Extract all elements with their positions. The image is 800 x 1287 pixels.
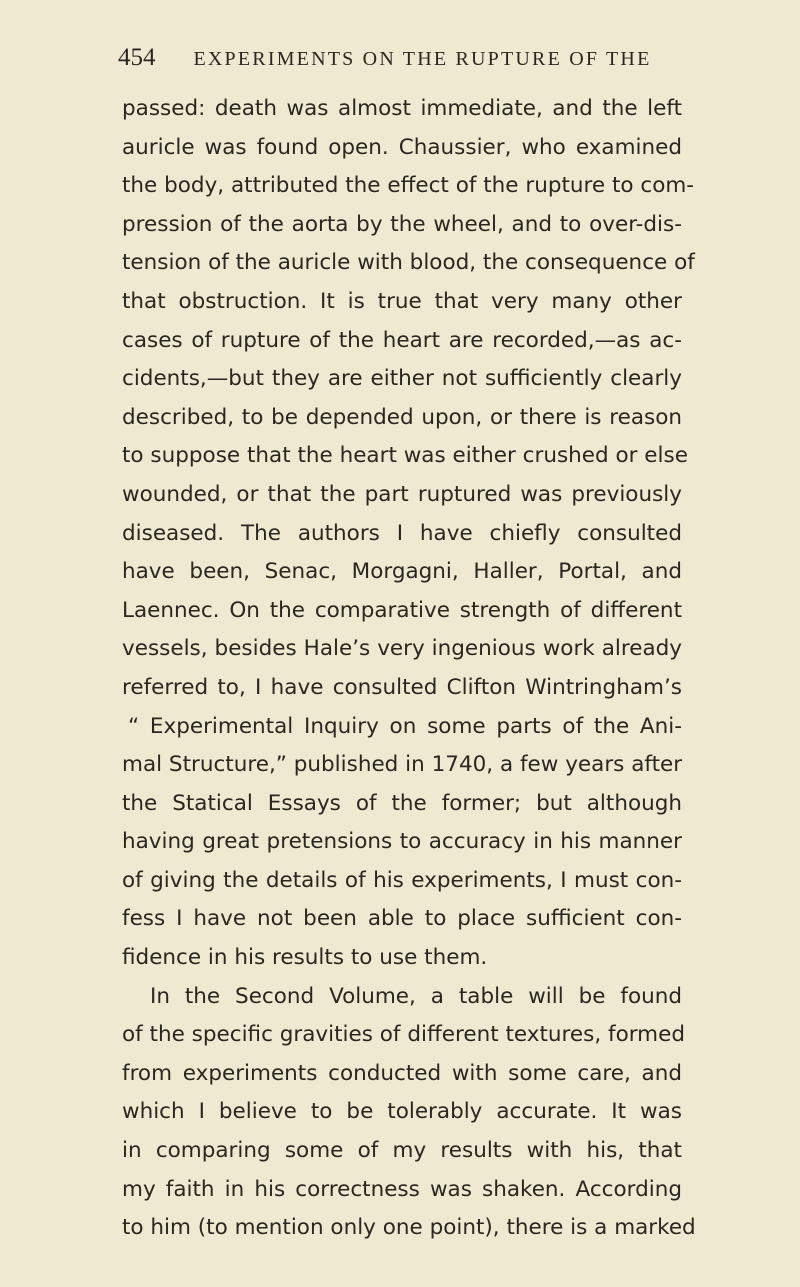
text-line: of giving the details of his experiments, I must con-: [122, 867, 682, 893]
text-line: to suppose that the heart was either crushed or else: [122, 443, 688, 469]
running-title: EXPERIMENTS ON THE RUPTURE OF THE: [193, 48, 652, 70]
text-line: wounded, or that the part ruptured was previously: [122, 481, 682, 507]
body-text: [122, 90, 696, 1248]
text-line: pression of the aorta by the wheel, and to over-dis-: [122, 211, 682, 237]
text-line: diseased. The authors I have chiefly consulted: [122, 520, 682, 546]
running-header: [118, 44, 682, 78]
text-line: my faith in his correctness was shaken. According: [122, 1176, 682, 1202]
text-line: mal Structure,” published in 1740, a few years after: [122, 752, 683, 778]
text-line: which I believe to be tolerably accurate. It was: [122, 1099, 682, 1125]
text-line: passed: death was almost immediate, and the left: [122, 96, 682, 121]
paragraph-start-line: In the Second Volume, a table will be found: [150, 983, 682, 1009]
text-line: tension of the auricle with blood, the consequence of: [122, 250, 695, 276]
text-line: in comparing some of my results with his, that: [122, 1138, 682, 1164]
text-line: “ Experimental Inquiry on some parts of the Ani-: [128, 713, 682, 739]
text-line: Laennec. On the comparative strength of different: [122, 597, 682, 623]
text-line: the Statical Essays of the former; but although: [122, 790, 682, 816]
paragraph-end-line: fidence in his results to use them.: [122, 945, 488, 971]
text-line: from experiments conducted with some care, and: [122, 1060, 682, 1086]
text-line: auricle was found open. Chaussier, who examined: [122, 134, 682, 160]
text-line: cases of rupture of the heart are recorded,—as ac-: [122, 327, 682, 353]
text-line: of the specific gravities of different textures, formed: [122, 1022, 685, 1048]
text-line: to him (to mention only one point), there is a marked: [122, 1215, 696, 1241]
text-line: described, to be depended upon, or there is reason: [122, 404, 682, 430]
text-line: having great pretensions to accuracy in his manner: [122, 829, 682, 855]
text-line: referred to, I have consulted Clifton Wintringham’s: [122, 674, 682, 700]
text-line: cidents,—but they are either not sufficiently clearly: [122, 366, 682, 392]
text-line: have been, Senac, Morgagni, Haller, Portal, and: [122, 559, 682, 585]
text-line: fess I have not been able to place sufficient con-: [122, 906, 682, 932]
text-line: vessels, besides Hale’s very ingenious work already: [122, 636, 682, 662]
text-line: the body, attributed the effect of the rupture to com-: [122, 173, 695, 199]
page-number: 454: [118, 44, 156, 71]
text-line: that obstruction. It is true that very many other: [122, 288, 682, 314]
